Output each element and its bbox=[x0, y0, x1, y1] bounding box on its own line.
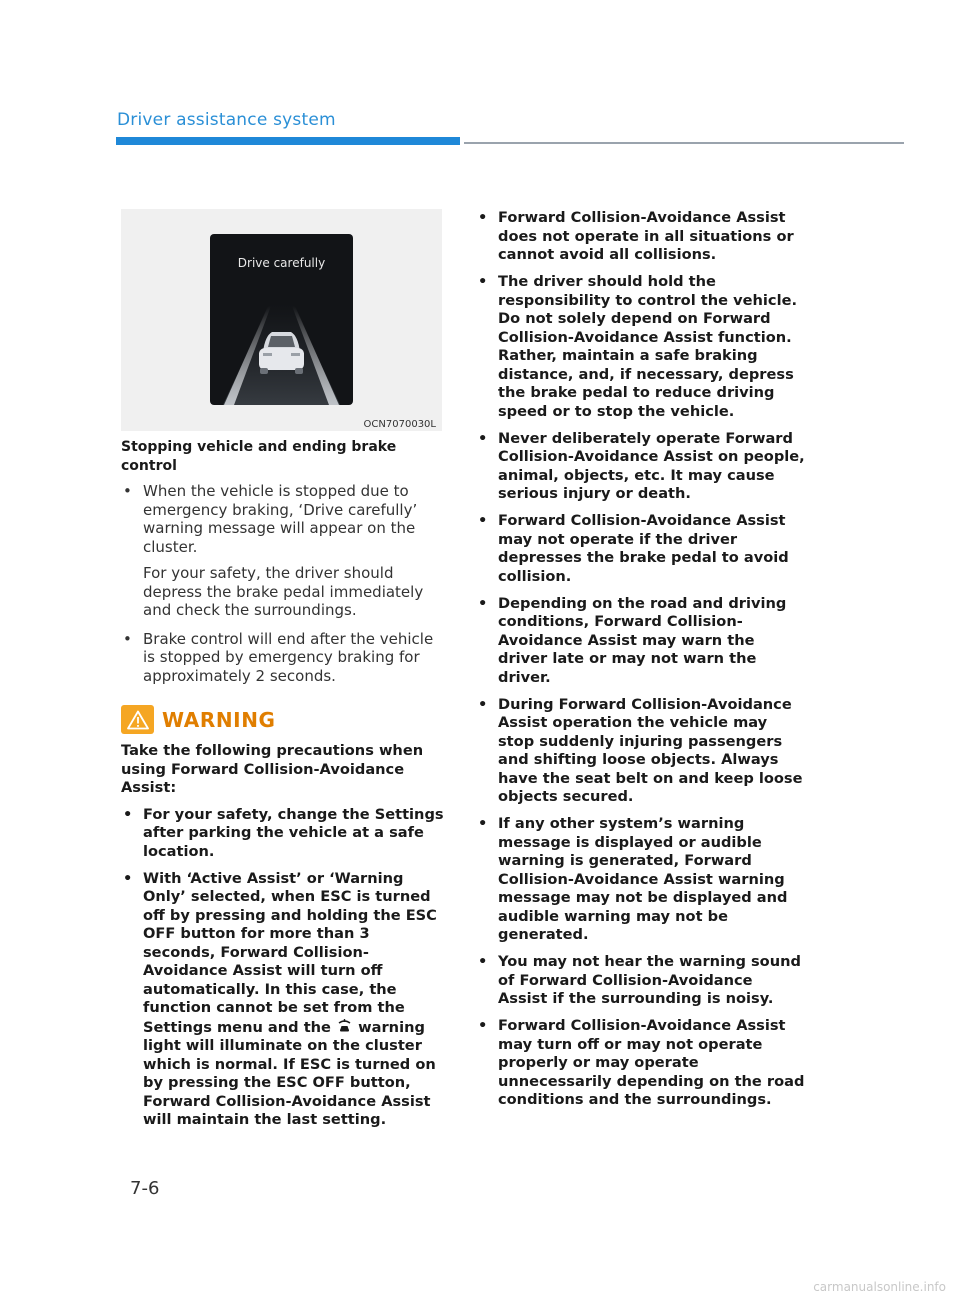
warning-list-continued bbox=[476, 209, 806, 1110]
figure-cluster-display bbox=[121, 209, 442, 431]
list-item: • Brake control will end after the vehicle is stopped by emergency braking for approximately 2 seconds. bbox=[121, 630, 446, 686]
right-column bbox=[476, 209, 806, 1118]
list-item: • Forward Collision-Avoidance Assist may not operate if the driver depresses the brake pedal to avoid collision. bbox=[476, 512, 806, 586]
screen-message: Drive carefully bbox=[237, 256, 326, 270]
list-item: • For your safety, change the Settings after parking the vehicle at a safe location. bbox=[121, 806, 446, 862]
list-item: • If any other system’s warning message is displayed or audible warning is generated, Forward Collision-Avoidance Assist warning message may not be displayed and audible warning may not be generated. bbox=[476, 815, 806, 945]
warning-list bbox=[121, 806, 446, 1130]
figure-code: OCN7070030L bbox=[363, 419, 436, 430]
warning-triangle-icon bbox=[121, 705, 154, 734]
list-item: • The driver should hold the responsibility to control the vehicle. Do not solely depend on Forward Collision-Avoidance Assist function. Rather, maintain a safe braking distance, and, if necessary, depress the brake pedal to reduce driving speed or to stop the vehicle. bbox=[476, 273, 806, 421]
list-item: • Depending on the road and driving conditions, Forward Collision-Avoidance Assist may warn the driver late or may not warn the driver. bbox=[476, 595, 806, 688]
header-rule bbox=[464, 142, 904, 144]
watermark-link[interactable]: carmanualsonline.info bbox=[813, 1280, 946, 1294]
list-item-note: For your safety, the driver should depress the brake pedal immediately and check the surroundings. bbox=[143, 564, 424, 619]
list-item: • Forward Collision-Avoidance Assist does not operate in all situations or cannot avoid all collisions. bbox=[476, 209, 806, 265]
warning-header bbox=[121, 705, 446, 734]
subheading: Stopping vehicle and ending brake control bbox=[121, 439, 397, 474]
left-column bbox=[121, 438, 446, 1138]
cluster-screen bbox=[210, 234, 353, 405]
list-item: • You may not hear the warning sound of Forward Collision-Avoidance Assist if the surrounding is noisy. bbox=[476, 953, 806, 1009]
warning-title: WARNING bbox=[162, 707, 276, 732]
vehicle-on-road-icon bbox=[210, 234, 353, 405]
list-item: • Forward Collision-Avoidance Assist may turn off or may not operate properly or may operate unnecessarily depending on the road conditions and the surroundings. bbox=[476, 1017, 806, 1110]
page-number: 7-6 bbox=[130, 1178, 160, 1199]
list-item: • When the vehicle is stopped due to emergency braking, ‘Drive carefully’ warning message will appear on the cluster. For your safety, the driver should depress the brake pedal immediately and check the surroundings. bbox=[121, 482, 446, 620]
list-item: • Never deliberately operate Forward Collision-Avoidance Assist on people, animal, objects, etc. It may cause serious injury or death. bbox=[476, 430, 806, 504]
info-list bbox=[121, 482, 446, 685]
section-title: Driver assistance system bbox=[117, 110, 336, 130]
fca-warning-light-icon bbox=[336, 1018, 353, 1034]
warning-intro: Take the following precautions when using Forward Collision-Avoidance Assist: bbox=[121, 742, 424, 796]
header-rule-accent bbox=[116, 137, 460, 145]
list-item: • With ‘Active Assist’ or ‘Warning Only’ selected, when ESC is turned off by pressing and holding the ESC OFF button for more than 3 seconds, Forward Collision-Avoidance Assist will turn off automatically. In this case, the function cannot be set from the Settings menu and the warning light will illuminate on the cluster which is normal. If ESC is turned on by pressing the ESC OFF button, Forward Collision-Avoidance Assist will maintain the last setting. bbox=[121, 870, 446, 1130]
list-item: • During Forward Collision-Avoidance Assist operation the vehicle may stop suddenly injuring passengers and shifting loose objects. Always have the seat belt on and keep loose objects secured. bbox=[476, 696, 806, 807]
